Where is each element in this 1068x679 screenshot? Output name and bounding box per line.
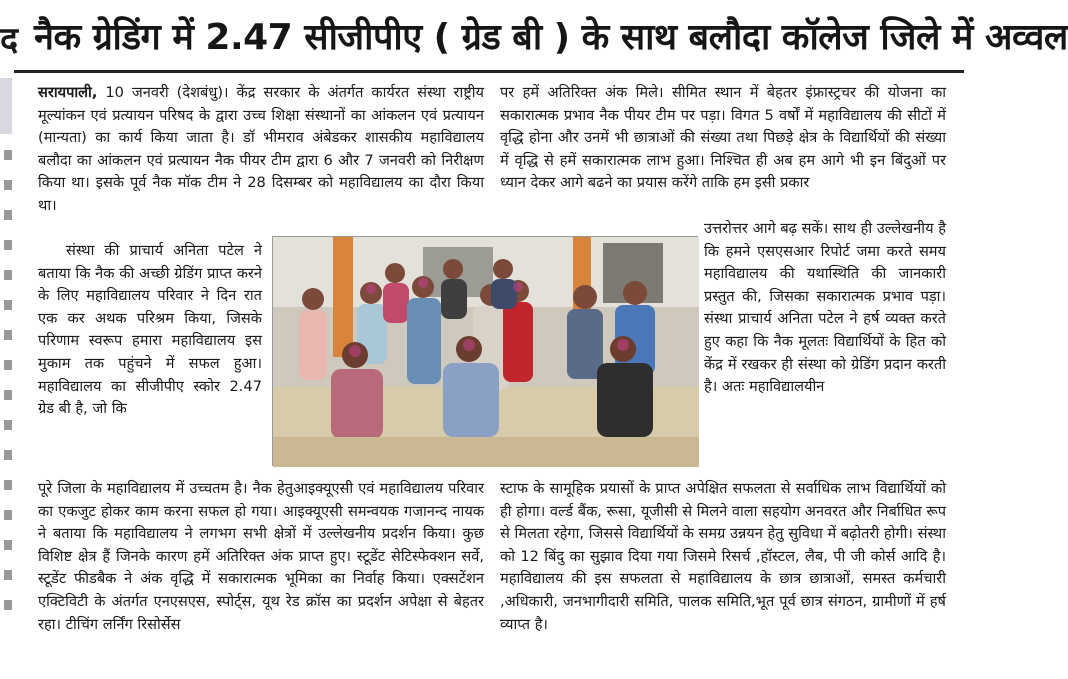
adjacent-article-edge (0, 0, 19, 679)
adjacent-text-fragments (4, 150, 12, 630)
body-column-2-bottom: स्टाफ के सामूहिक प्रयासों के प्राप्त अपेक्षित सफलता से सर्वाधिक लाभ विद्यार्थियों को ही होगा। वर्ल्ड बैंक, रूसा, यूजीसी से मिलने वाला सहयोग अनवरत और निर्बाधित रूप से मिलता रहेगा, जिससे विद्यार्थियों के समग्र उन्नयन हेतु सुविधा में बढ़ोतरी होगी। संस्था को 12 बिंदु का सुझाव दिया गया जिसमे रिसर्च ,हॉस्टल, लैब, पी जी कोर्स आदि है। महाविद्यालय की इस सफलता से महाविद्यालय के छात्र छात्राओं, समस्त कर्मचारी ,अधिकारी, जनभागीदारी समिति, पालक समिति,भूत पूर्व छात्र संगठन, ग्रामीणों में हर्ष व्याप्त है। (500, 480, 946, 633)
body-column-1-bottom: पूरे जिला के महाविद्यालय में उच्चतम है। नैक हेतुआइक्यूएसी एवं महाविद्यालय परिवार का एकजुट होकर काम करना सफल हो गया। आइक्यूएसी समन्वयक गजानन्द नायक ने बताया कि महाविद्यालय ने लगभग सभी क्षेत्रों में उल्लेखनीय प्रदर्शन किया। कुछ विशिष्ट क्षेत्र हैं जिनके कारण हमें अतिरिक्त अंक प्राप्त हुए। स्टूडेंट सेटिस्फेक्शन सर्वे, स्टूडेंट फीडबैक ने अंक वृद्धि में सकारात्मक भूमिका का निर्वाह किया। एक्सटेंशन एक्टिविटी के अंतर्गत एनएसएस, स्पोर्ट्स, यूथ रेड क्रॉस का प्रदर्शन अपेक्षा से बेहतर रहा। टीचिंग लर्निंग रिसोर्सेस (38, 480, 484, 633)
body-column-2-top: पर हमें अतिरिक्त अंक मिले। सीमित स्थान में बेहतर इंफ्रास्ट्रचर की योजना का सकारात्मक प्रभाव नैक पीयर टीम पर पड़ा। विगत 5 वर्षों में महाविद्यालय की सीटों में वृद्धि होना और उनमें भी छात्राओं की संख्या तथा पिछड़े क्षेत्र के विद्यार्थियों की संख्या में वृद्धि से हमें सकारात्मक लाभ हुआ। निश्चित ही अब हम आगे भी इन बिंदुओं पर ध्यान देकर आगे बढने का प्रयास करेंगे ताकि हम इसी प्रकार (500, 84, 946, 192)
headline-rule (14, 70, 964, 73)
dateline: सरायपाली, (38, 84, 98, 101)
adjacent-headline-fragment: द (0, 20, 19, 60)
body-column-1-top (38, 82, 484, 240)
body-column-2-middle: उत्तरोत्तर आगे बढ़ सकें। साथ ही उल्लेखनीय है कि हमने एसएसआर रिपोर्ट जमा करते समय महाविद्यालय की यथास्थिति की जानकारी प्रस्तुत की, जिसका सकारात्मक प्रभाव पड़ा। संस्था प्राचार्य अनिता पटेल ने हर्ष व्यक्त करते हुए कहा कि नैक मूलतः विद्यार्थियों के हित को केंद्र में रखकर ही संस्था को ग्रेडिंग प्रदान करती है। अतः महाविद्यालयीन (704, 220, 946, 396)
group-photo (272, 236, 698, 466)
adjacent-column-block (0, 78, 12, 134)
body-column-1-middle: संस्था की प्राचार्य अनिता पटेल ने बताया कि नैक की अच्छी ग्रेडिंग प्राप्त करने के लिए महाविद्यालय परिवार ने दिन रात एक कर अथक परिश्रम किया, जिसके परिणाम स्वरूप हमारा महाविद्यालय इस मुकाम तक पहुंचने में सफल हुआ।महाविद्यालय का सीजीपीए स्कोर 2.47 ग्रेड बी है, जो कि (38, 242, 262, 418)
article-headline: नैक ग्रेडिंग में 2.47 सीजीपीए ( ग्रेड बी ) के साथ बलौदा कॉलेज जिले में अव्वल (34, 17, 1068, 58)
body-paragraph-1: 10 जनवरी (देशबंधु)। केंद्र सरकार के अंतर्गत कार्यरत संस्था राष्ट्रीय मूल्यांकन एवं प्रत्यायन परिषद के द्वारा उच्च शिक्षा संस्थानों का आंकलन एवं प्रत्यायन (मान्यता) का कार्य किया जाता है। डॉ भीमराव अंबेडकर शासकीय महाविद्यालय बलौदा का आंकलन एवं प्रत्यायन नैक पीयर टीम द्वारा 6 और 7 जनवरी को निरीक्षण किया था। इसके पूर्व नैक मॉक टीम ने 28 दिसम्बर को महाविद्यालय का दौरा किया था। (38, 84, 484, 214)
